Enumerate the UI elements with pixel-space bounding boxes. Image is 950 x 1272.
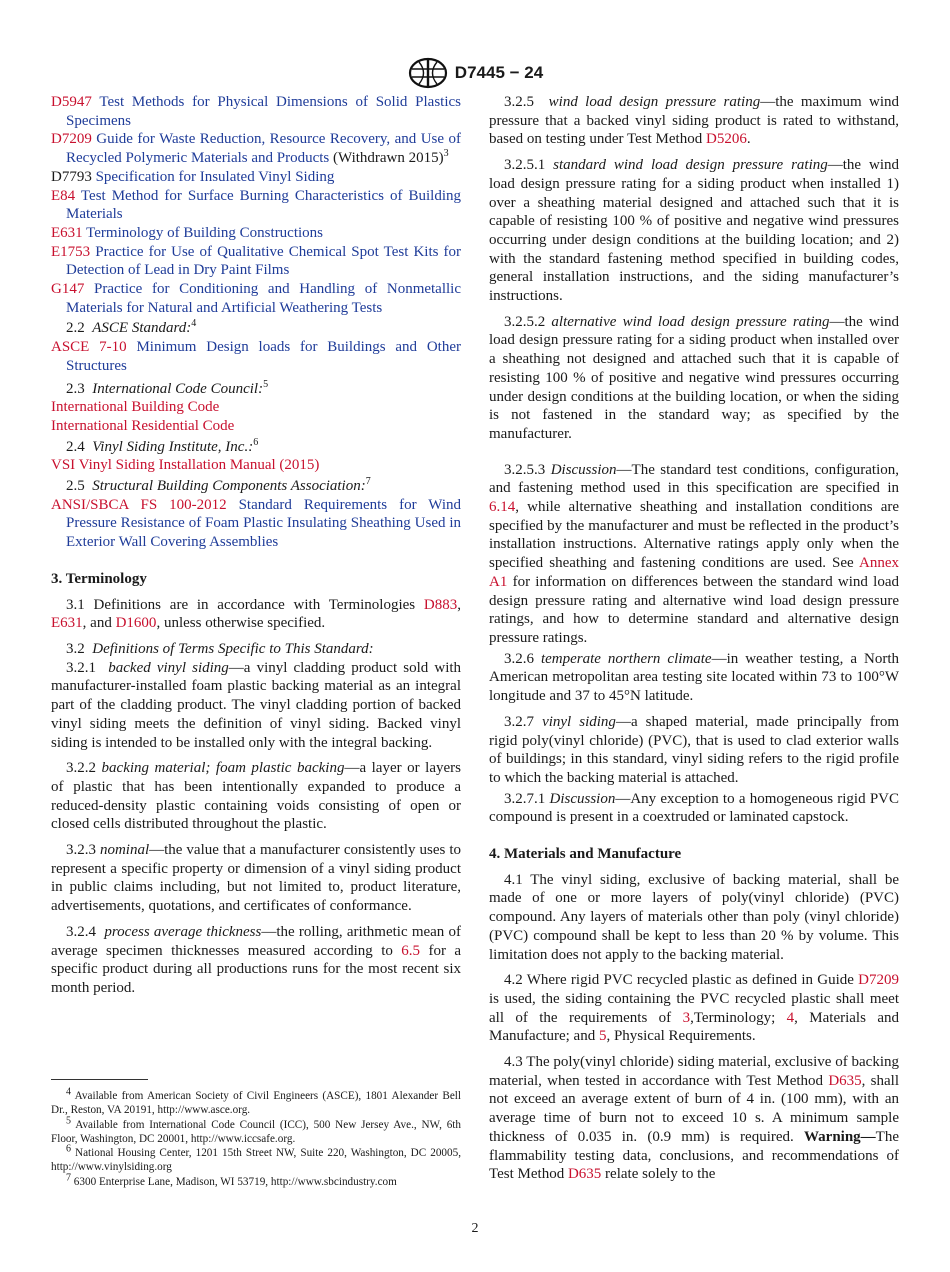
- sbca-reference[interactable]: ANSI/SBCA FS 100-2012 Standard Requirements for Wind Pressure Resistance of Foam Plastic Insulating Sheathing Used in Exterior Wall Covering Assemblies: [51, 496, 461, 551]
- reference-suffix: (Withdrawn 2015): [329, 150, 444, 167]
- right-column: [489, 93, 899, 1184]
- footnote-5: $^5$ Available from International Code Council (ICC), 500 New Jersey Ave., NW, 6th Floor, Washington, DC 20001, http://www.iccsafe.org.: [51, 1114, 461, 1145]
- paragraph-3-2-3: 3.2.3 nominal—the value that a manufacturer consistently uses to represent a specific property or dimension of a vinyl siding product in public claims including, but not limited to, product literature, advertisements, quotations, and certificates of conformance.: [51, 842, 461, 915]
- paragraph-3-2-4: 3.2.4 process average thickness—the rolling, arithmetic mean of average specimen thicknesses measured according to 6.5 for a specific product during all productions runs for the most recent six month period.: [51, 923, 461, 996]
- footnote-marker: 3: [443, 148, 449, 160]
- reference-code[interactable]: E1753: [51, 243, 91, 260]
- reference-title[interactable]: Test Methods for Physical Dimensions of Solid Plastics Specimens: [66, 94, 461, 129]
- link-section-4[interactable]: 4: [786, 1009, 795, 1026]
- astm-logo-icon: [407, 56, 449, 90]
- reference-title[interactable]: Practice for Conditioning and Handling of Nonmetallic Materials for Natural and Artificial Weathering Tests: [66, 281, 462, 316]
- reference-code[interactable]: E84: [51, 187, 76, 204]
- left-column: [51, 93, 461, 998]
- footnotes: [51, 1086, 462, 1189]
- section-2-3: 2.3 International Code Council:$^5$: [66, 378, 269, 397]
- reference-list: [51, 93, 461, 317]
- paragraph-3-2-1: 3.2.1 backed vinyl siding—a vinyl cladding product sold with manufacturer-installed foam plastic backing material as an integral part of the cladding product. The vinyl cladding portion of backed vinyl siding meets the definition of vinyl siding. Backed vinyl siding is intended to be installed only with the integral backing.: [51, 659, 462, 751]
- asce-reference[interactable]: ASCE 7-10 Minimum Design loads for Buildings and Other Structures: [51, 339, 462, 374]
- section-2-4: 2.4 Vinyl Siding Institute, Inc.:$^6$: [66, 436, 259, 455]
- reference-code[interactable]: D7209: [51, 131, 92, 148]
- paragraph-3-2-5-2: 3.2.5.2 alternative wind load design pressure rating—the wind load design pressure rating for a siding product when installed over a sheathing not designed and attached such that it is capable of resisting 100 % of positive and negative wind pressures occurring under design conditions at the building location, or when the siding is not fastened in the standard way; as specified by the manufacturer.: [489, 313, 899, 442]
- irc-reference[interactable]: International Residential Code: [51, 417, 235, 434]
- link-d7209[interactable]: D7209: [858, 972, 899, 989]
- page-number: 2: [471, 1221, 479, 1236]
- link-d883[interactable]: D883: [423, 596, 458, 613]
- link-annex-a1[interactable]: Annex A1: [489, 555, 899, 590]
- paragraph-3-2-7: 3.2.7 vinyl siding—a shaped material, made principally from rigid poly(vinyl chloride) (PVC), that is used to clad exterior walls of buildings; in this standard, vinyl siding refers to the rigid profile to which the backing material is attached.: [489, 713, 900, 786]
- paragraph-3-2: 3.2 Definitions of Terms Specific to This Standard:: [66, 640, 374, 657]
- paragraph-4-3: 4.3 The poly(vinyl chloride) siding material, exclusive of backing material, when tested in accordance with Test Method D635, shall not exceed an average extent of burn of 4 in. (100 mm), with an average time of burn not to exceed 10 s. A minimum sample thickness of 0.035 in. (0.9 mm) is required. Warning—The flammability testing data, conclusions, and recommendations of Test Method D635 relate solely to the: [489, 1054, 899, 1183]
- paragraph-3-2-7-1: 3.2.7.1 Discussion—Any exception to a homogeneous rigid PVC compound is present in a coextruded or laminated capstock.: [489, 790, 900, 826]
- section-2-5: 2.5 Structural Building Components Association:$^7$: [66, 476, 371, 495]
- vsi-reference[interactable]: VSI Vinyl Siding Installation Manual (2015): [51, 457, 320, 474]
- link-6-5[interactable]: 6.5: [401, 942, 421, 959]
- link-section-3[interactable]: 3: [682, 1009, 691, 1026]
- reference-code[interactable]: D5947: [51, 94, 92, 110]
- footnote-6: $^6$ National Housing Center, 1201 15th Street NW, Suite 220, Washington, DC 20005, http://www.vinylsiding.org: [51, 1143, 461, 1174]
- page-header: [0, 56, 950, 90]
- reference-title[interactable]: Practice for Use of Qualitative Chemical Spot Test Kits for Detection of Lead in Dry Paint Films: [66, 243, 461, 279]
- paragraph-4-1: 4.1 The vinyl siding, exclusive of backing material, shall be made of one or more layers of poly(vinyl chloride) (PVC) compound. Any layers of materials other than poly (vinyl chloride) (PVC) compound shall be kept to less than 20 % by volume. This limitation does not apply to the backing material.: [489, 871, 899, 963]
- footnote-4: $^4$ Available from American Society of Civil Engineers (ASCE), 1801 Alexander Bell Dr., Reston, VA 20191, http://www.asce.org.: [51, 1086, 462, 1117]
- footnote-7: $^7$ 6300 Enterprise Lane, Madison, WI 53719, http://www.sbcindustry.com: [66, 1172, 397, 1188]
- paragraph-3-2-6: 3.2.6 temperate northern climate—in weather testing, a North American metropolitan area testing site located within 73 to 100°W longitude and 37 to 45°N latitude.: [489, 650, 899, 705]
- link-d635[interactable]: D635: [828, 1072, 862, 1089]
- section-4-heading: 4. Materials and Manufacture: [489, 846, 682, 863]
- reference-item[interactable]: [51, 93, 461, 130]
- footnote-divider: [51, 1079, 148, 1080]
- reference-title[interactable]: Specification for Insulated Vinyl Siding: [95, 168, 335, 185]
- paragraph-3-2-5-1: 3.2.5.1 standard wind load design pressure rating—the wind load design pressure rating for a siding product when installed 1) over a sheathing material designed and attached such that it is capable of resisting 100 % of positive and negative wind pressures occurring under design conditions at the building location; and 2) with the standard fastening method specified in building codes, general installation instructions, and the siding manufacturer’s instructions.: [489, 157, 900, 305]
- section-3-heading: 3. Terminology: [51, 570, 147, 587]
- link-d1600[interactable]: D1600: [115, 615, 157, 632]
- reference-title[interactable]: Guide for Waste Reduction, Resource Recovery, and Use of Recycled Polymeric Materials and Products: [66, 131, 461, 167]
- section-2-2: 2.2 ASCE Standard:$^4$: [66, 318, 197, 337]
- paragraph-3-1: 3.1 Definitions are in accordance with Terminologies D883, E631, and D1600, unless otherwise specified.: [51, 596, 461, 632]
- ibc-reference[interactable]: International Building Code: [51, 399, 220, 416]
- document-code: D7445 − 24: [454, 63, 544, 82]
- link-section-5[interactable]: 5: [598, 1028, 607, 1045]
- reference-item[interactable]: [51, 224, 461, 243]
- reference-code[interactable]: D7793: [51, 168, 92, 185]
- paragraph-3-2-5-3: 3.2.5.3 Discussion—The standard test conditions, configuration, and fastening method used in this specification are specified in 6.14, while alternative sheathing and installation conditions are specified by the manufacturer and must be reflected in the product’s installation instructions. Alternative ratings apply only when the specified sheathing and fastening conditions are used. See Annex A1 for information on differences between the standard wind load design pressure rating and alternative wind load design pressure ratings, and how to determine standard and alternative design pressure ratings.: [489, 461, 900, 646]
- reference-item[interactable]: [51, 187, 461, 224]
- reference-code[interactable]: E631: [51, 224, 83, 241]
- warning-label: Warning—: [803, 1128, 876, 1145]
- reference-item[interactable]: [51, 168, 461, 187]
- reference-title[interactable]: Terminology of Building Constructions: [86, 224, 324, 241]
- reference-item[interactable]: [51, 130, 461, 167]
- paragraph-3-2-2: 3.2.2 backing material; foam plastic backing—a layer or layers of plastic that has been intentionally expanded to produce a reduced-density plastic containing voids consisting of open or closed cells distributed throughout the plastic.: [51, 760, 461, 833]
- link-d635-2[interactable]: D635: [567, 1166, 602, 1183]
- paragraph-3-2-5: 3.2.5 wind load design pressure rating—the maximum wind pressure that a backed vinyl siding product is rated to withstand, based on testing under Test Method D5206.: [489, 94, 899, 148]
- paragraph-4-2: 4.2 Where rigid PVC recycled plastic as defined in Guide D7209 is used, the siding containing the PVC recycled plastic shall meet all of the requirements of 3,Terminology; 4, Materials and Manufacture; and 5, Physical Requirements.: [489, 972, 899, 1045]
- reference-code[interactable]: G147: [51, 281, 85, 298]
- link-d5206[interactable]: D5206: [705, 131, 747, 148]
- reference-title[interactable]: Test Method for Surface Burning Characteristics of Building Materials: [66, 187, 461, 223]
- reference-item[interactable]: [51, 280, 461, 317]
- link-e631[interactable]: E631: [51, 615, 83, 632]
- reference-item[interactable]: [51, 243, 461, 280]
- link-6-14[interactable]: 6.14: [489, 499, 516, 516]
